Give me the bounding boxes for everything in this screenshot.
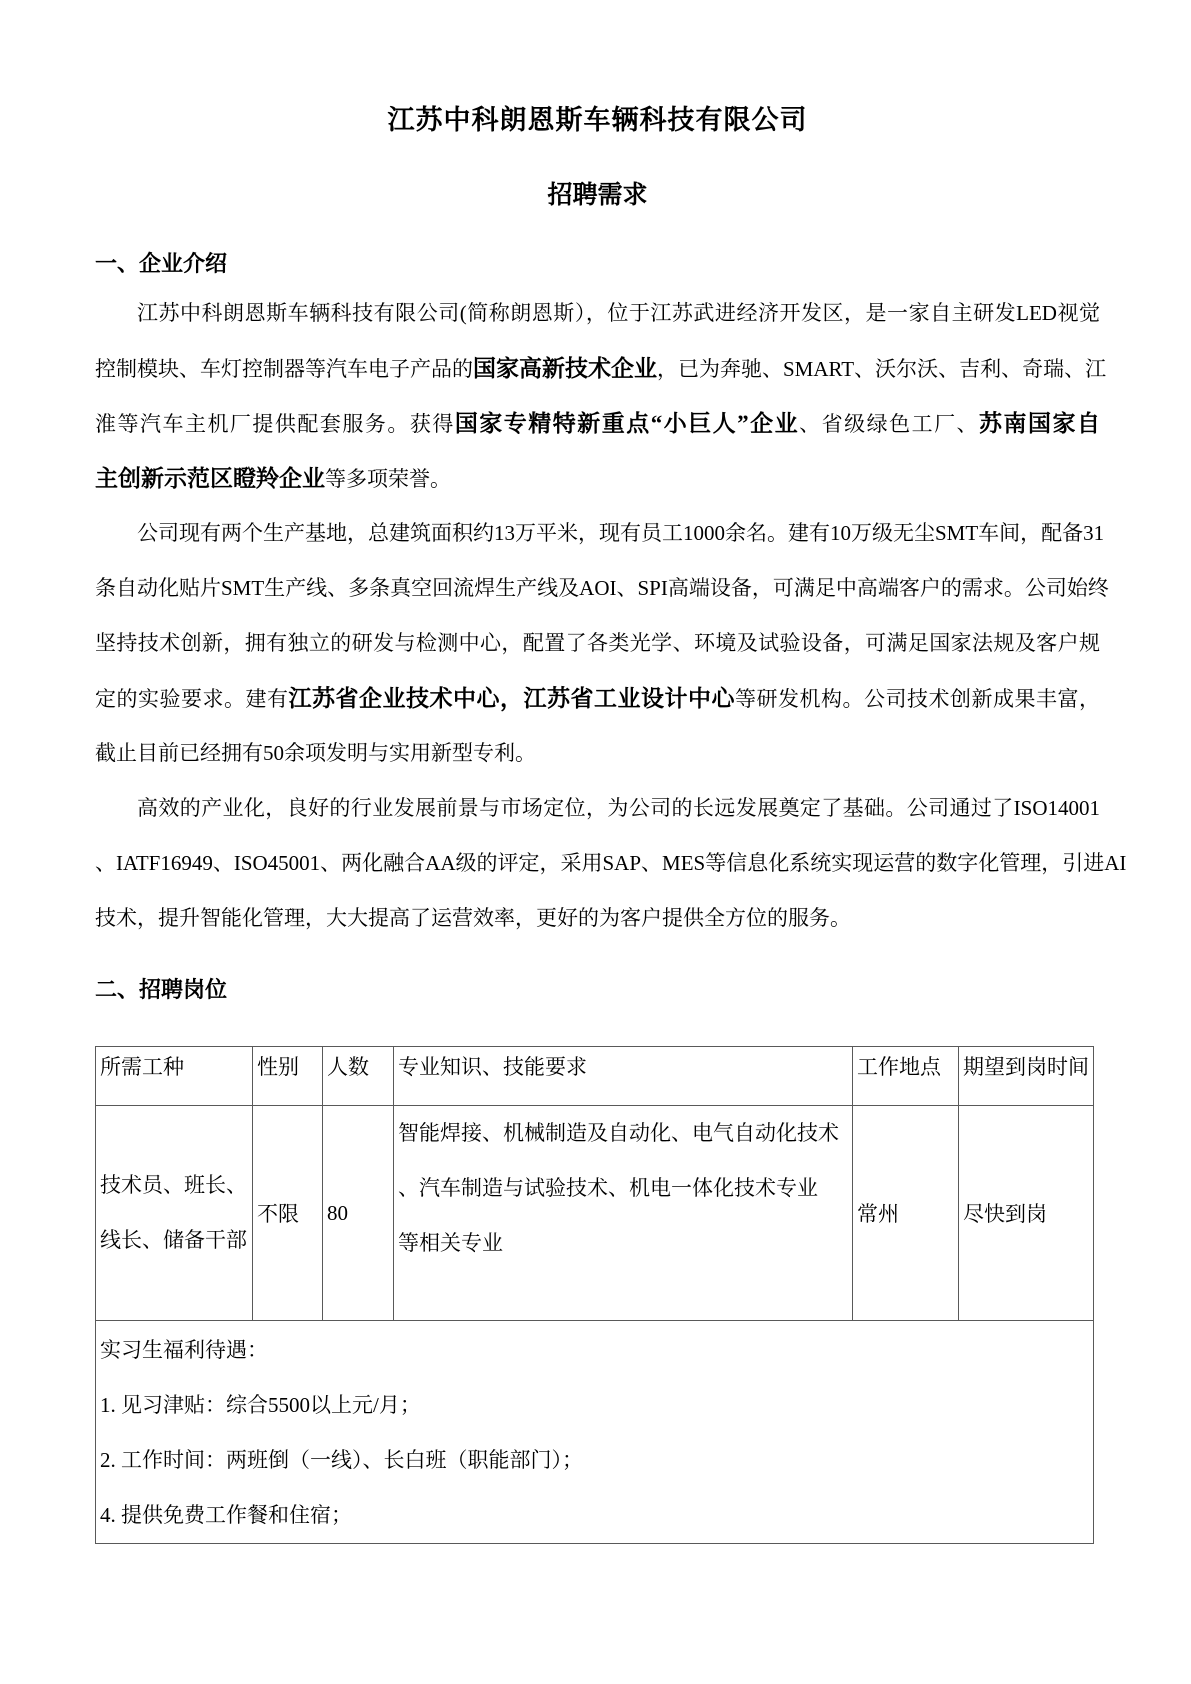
text-segment: 条自动化贴片SMT生产线、多条真空回流焊生产线及AOI、SPI高端设备，可满足中高端客户的需求。公司始终 — [95, 576, 1109, 600]
text-segment: 淮等汽车主机厂提供配套服务。获得 — [95, 412, 455, 436]
benefits-cell — [96, 1321, 1094, 1544]
text-segment: 截止目前已经拥有50余项发明与实用新型专利。 — [95, 741, 536, 765]
bold-text-segment: 主创新示范区瞪羚企业 — [95, 466, 325, 491]
doc-title: 江苏中科朗恩斯车辆科技有限公司 — [387, 105, 808, 135]
text-segment: 控制模块、车灯控制器等汽车电子产品的 — [95, 357, 473, 381]
text-segment: 技术，提升智能化管理，大大提高了运营效率，更好的为客户提供全方位的服务。 — [95, 906, 851, 930]
skills-cell — [394, 1106, 853, 1321]
bold-text-segment: 国家高新技术企业 — [473, 356, 657, 381]
job-data-row — [96, 1106, 1094, 1321]
headcount-cell: 80 — [323, 1106, 394, 1321]
text-line — [95, 286, 1100, 341]
text-line — [95, 341, 1107, 396]
text-segment: 定的实验要求。建有 — [95, 687, 289, 711]
paragraph — [95, 781, 1127, 946]
doc-subtitle: 招聘需求 — [547, 182, 648, 209]
text-line — [95, 451, 1100, 506]
text-segment: 等研发机构。公司技术创新成果丰富， — [735, 687, 1100, 711]
text-line — [95, 396, 1100, 451]
text-line — [95, 561, 1109, 616]
text-line — [95, 891, 1100, 946]
table-header-row — [96, 1047, 1094, 1106]
bold-text-segment: 国家专精特新重点“小巨人”企业 — [454, 411, 800, 436]
job-title-line: 技术员、班长、 — [100, 1173, 247, 1197]
skills-line: 等相关专业 — [398, 1231, 503, 1255]
benefits-line: 实习生福利待遇： — [100, 1338, 268, 1362]
text-line — [95, 671, 1100, 726]
text-segment: 等多项荣誉。 — [325, 467, 451, 491]
bold-text-segment: 江苏省企业技术中心，江苏省工业设计中心 — [288, 686, 735, 711]
text-line — [95, 781, 1100, 836]
text-line — [95, 506, 1105, 561]
section-heading-jobs: 二、招聘岗位 — [95, 977, 228, 1002]
skills-line: 智能焊接、机械制造及自动化、电气自动化技术 — [398, 1121, 839, 1145]
company-intro-paragraphs — [95, 286, 1127, 946]
header-gender: 性别 — [253, 1047, 323, 1106]
paragraph — [95, 506, 1109, 781]
text-line — [95, 726, 1100, 781]
text-segment: 江苏中科朗恩斯车辆科技有限公司(简称朗恩斯），位于江苏武进经济开发区，是一家自主研发LED视觉 — [137, 301, 1100, 325]
benefits-line: 2. 工作时间：两班倒（一线）、长白班（职能部门）； — [100, 1448, 583, 1472]
header-headcount: 人数 — [323, 1047, 394, 1106]
arrival-cell: 尽快到岗 — [959, 1106, 1094, 1321]
paragraph — [95, 286, 1107, 506]
text-segment: ，已为奔驰、SMART、沃尔沃、吉利、奇瑞、江 — [657, 357, 1107, 381]
text-segment: 、IATF16949、ISO45001、两化融合AA级的评定，采用SAP、MES等信息化系统实现运营的数字化管理，引进AI — [95, 851, 1127, 875]
text-line — [95, 836, 1127, 891]
job-titles-cell — [96, 1106, 253, 1321]
text-segment: 高效的产业化，良好的行业发展前景与市场定位，为公司的长远发展奠定了基础。公司通过了ISO14001 — [137, 796, 1100, 820]
gender-cell: 不限 — [253, 1106, 323, 1321]
header-arrival-time: 期望到岗时间 — [959, 1047, 1094, 1106]
bold-text-segment: 苏南国家自 — [979, 411, 1101, 436]
section-heading-company-intro: 一、企业介绍 — [95, 251, 228, 276]
benefits-line: 4. 提供免费工作餐和住宿； — [100, 1503, 352, 1527]
location-cell: 常州 — [853, 1106, 959, 1321]
text-line — [95, 616, 1100, 671]
jobs-table — [95, 1046, 1094, 1544]
text-segment: 、省级绿色工厂、 — [799, 412, 980, 436]
text-segment: 公司现有两个生产基地，总建筑面积约13万平米，现有员工1000余名。建有10万级无尘SMT车间，配备31 — [137, 521, 1105, 545]
header-location: 工作地点 — [853, 1047, 959, 1106]
header-skills: 专业知识、技能要求 — [394, 1047, 853, 1106]
benefits-line: 1. 见习津贴：综合5500以上元/月； — [100, 1393, 421, 1417]
job-title-line: 线长、储备干部 — [100, 1228, 247, 1252]
skills-line: 、汽车制造与试验技术、机电一体化技术专业 — [398, 1176, 818, 1200]
benefits-row — [96, 1321, 1094, 1544]
text-segment: 坚持技术创新，拥有独立的研发与检测中心，配置了各类光学、环境及试验设备，可满足国家法规及客户规 — [95, 631, 1100, 655]
header-job-type: 所需工种 — [96, 1047, 253, 1106]
